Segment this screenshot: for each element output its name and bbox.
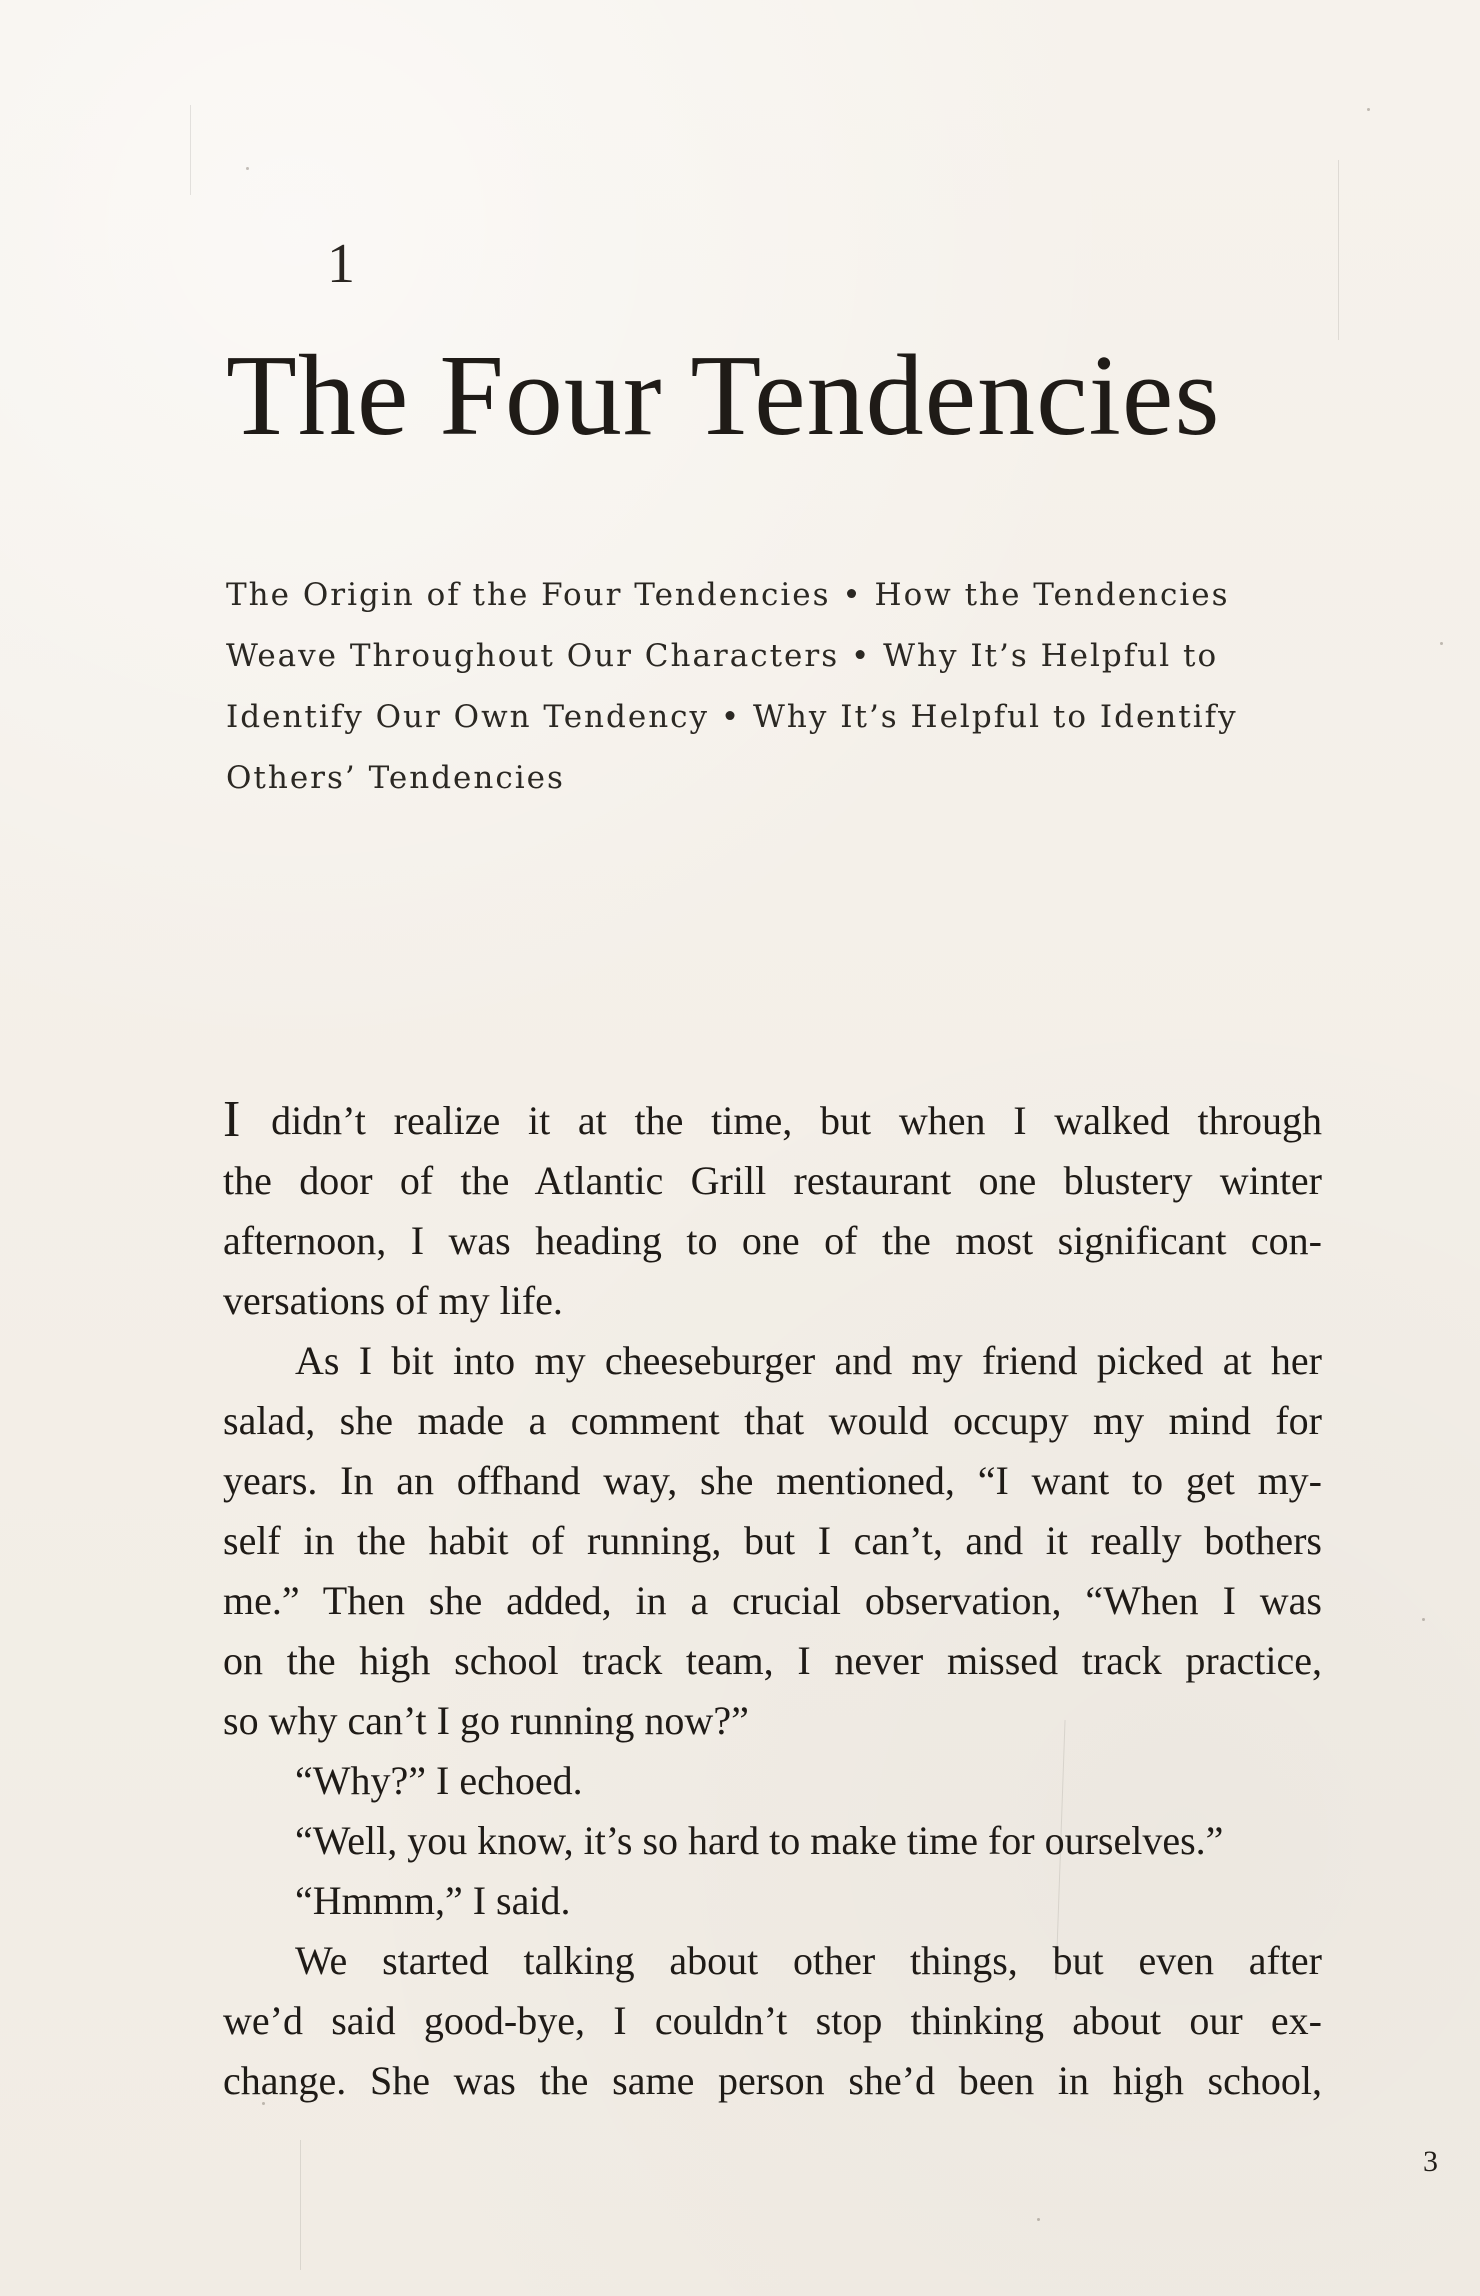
chapter-outline <box>226 565 1316 809</box>
outline-line: Others’ Tendencies <box>226 760 565 796</box>
body-line <box>223 1090 1322 1151</box>
chapter-body-text <box>223 1090 1322 2111</box>
paper-speck <box>1037 2218 1040 2221</box>
body-line: we’d said good-bye, I couldn’t stop thinking about our ex- <box>223 1998 1322 2043</box>
body-line: “Hmmm,” I said. <box>295 1878 571 1923</box>
outline-line: Identify Our Own Tendency • Why It’s Helpful to Identify <box>226 699 1238 735</box>
body-line: years. In an offhand way, she mentioned, “I want to get my- <box>223 1458 1322 1503</box>
body-line-text: didn’t realize it at the time, but when I walked through <box>243 1098 1322 1143</box>
body-line: versations of my life. <box>223 1278 563 1323</box>
paper-scratch <box>1338 160 1339 340</box>
body-line: We started talking about other things, but even after <box>295 1938 1322 1983</box>
paper-speck <box>1440 642 1443 645</box>
body-line: the door of the Atlantic Grill restaurant one blustery winter <box>223 1158 1322 1203</box>
body-line: on the high school track team, I never missed track practice, <box>223 1638 1322 1683</box>
body-line: self in the habit of running, but I can’t, and it really bothers <box>223 1518 1322 1563</box>
paper-speck <box>1422 1618 1425 1621</box>
outline-line: The Origin of the Four Tendencies • How the Tendencies <box>226 577 1230 613</box>
body-line: change. She was the same person she’d been in high school, <box>223 2058 1322 2103</box>
outline-line: Weave Throughout Our Characters • Why It’s Helpful to <box>226 638 1219 674</box>
body-line: “Well, you know, it’s so hard to make time for ourselves.” <box>295 1818 1224 1863</box>
body-line: salad, she made a comment that would occupy my mind for <box>223 1398 1322 1443</box>
paper-speck <box>1367 108 1370 111</box>
body-line: “Why?” I echoed. <box>295 1758 583 1803</box>
body-line: As I bit into my cheeseburger and my friend picked at her <box>295 1338 1322 1383</box>
chapter-number: 1 <box>327 233 355 295</box>
body-line: afternoon, I was heading to one of the most significant con- <box>223 1218 1322 1263</box>
body-line: me.” Then she added, in a crucial observation, “When I was <box>223 1578 1322 1623</box>
paper-scratch <box>300 2140 301 2270</box>
paper-scratch <box>190 105 191 195</box>
chapter-title: The Four Tendencies <box>226 332 1221 460</box>
drop-cap: I <box>223 1091 241 1148</box>
paper-speck <box>246 167 249 170</box>
body-line: so why can’t I go running now?” <box>223 1698 749 1743</box>
page-number: 3 <box>1423 2145 1438 2178</box>
